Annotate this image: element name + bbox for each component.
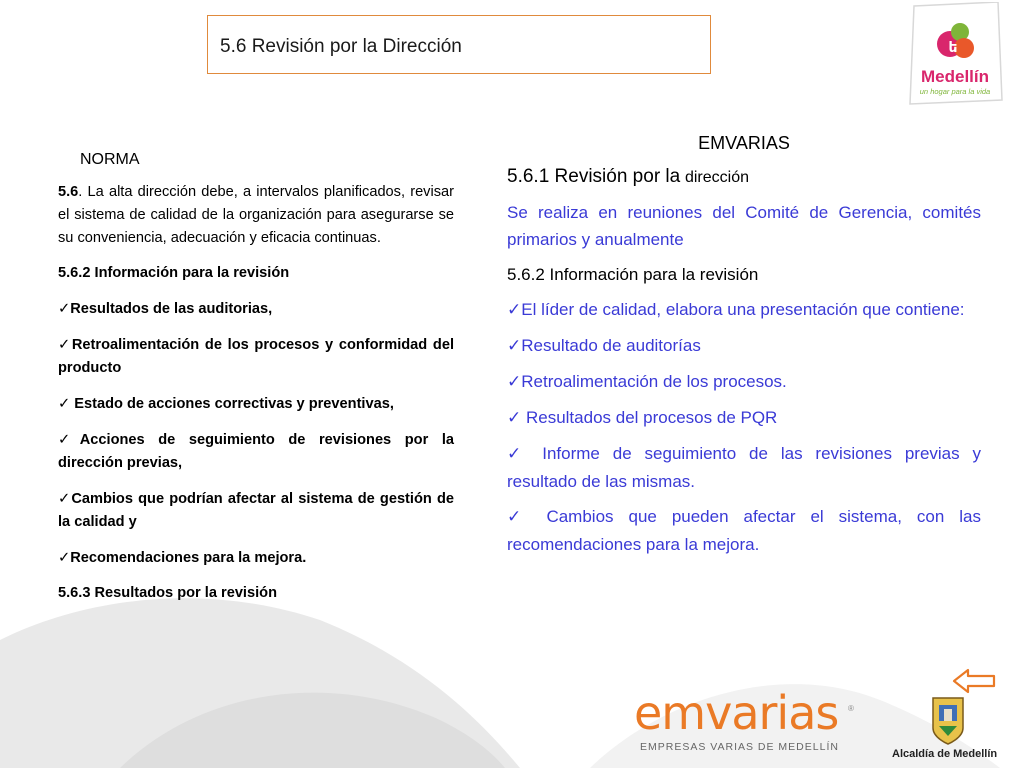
check-icon: ✓ xyxy=(507,300,522,320)
norma-column xyxy=(58,148,454,617)
check-icon: ✓ xyxy=(58,395,71,412)
emvarias-subheading: 5.6.2 Información para la revisión xyxy=(507,265,759,284)
emvarias-item: ✓ Informe de seguimiento de las revisiones previas y resultado de las mismas. xyxy=(507,444,981,491)
norma-item: ✓Retroalimentación de los procesos y conformidad del producto xyxy=(58,336,455,376)
emvarias-wordmark: emvarias xyxy=(634,686,839,740)
svg-text:ե: ե xyxy=(948,40,958,56)
norma-item: ✓Resultados de las auditorias, xyxy=(58,300,273,317)
registered-mark: ® xyxy=(848,704,854,713)
emvarias-section-number: 5.6.1 Revisión por la xyxy=(507,166,681,187)
emvarias-subtitle: EMPRESAS VARIAS DE MEDELLÍN xyxy=(640,741,839,753)
norma-header: NORMA xyxy=(80,151,140,168)
check-icon: ✓ xyxy=(58,490,72,507)
check-icon: ✓ xyxy=(58,336,72,353)
check-icon: ✓ xyxy=(507,507,532,527)
check-icon: ✓ xyxy=(58,431,80,448)
norma-intro-number: 5.6 xyxy=(58,184,79,200)
medellin-name: Medellín xyxy=(920,67,990,86)
slide-title: 5.6 Revisión por la Dirección xyxy=(220,36,462,57)
alcaldia-logo xyxy=(888,694,1018,766)
check-icon: ✓ xyxy=(507,372,522,392)
emvarias-description: Se realiza en reuniones del Comité de Gerencia, comités primarios y anualmente xyxy=(507,203,981,249)
emvarias-logo xyxy=(626,686,862,760)
alcaldia-label: Alcaldía de Medellín xyxy=(892,748,998,760)
emvarias-section-tail: dirección xyxy=(684,169,749,186)
emvarias-item: ✓Retroalimentación de los procesos. xyxy=(507,372,787,392)
emvarias-section-title xyxy=(507,163,981,191)
slide-title-box xyxy=(207,15,711,74)
emvarias-item: ✓ Resultados del procesos de PQR xyxy=(507,408,778,428)
norma-item: ✓ Estado de acciones correctivas y preventivas, xyxy=(58,395,394,412)
norma-subheading: 5.6.2 Información para la revisión xyxy=(58,265,290,281)
emvarias-item: ✓ Cambios que pueden afectar el sistema, con las recomendaciones para la mejora. xyxy=(507,507,981,554)
back-arrow-icon[interactable] xyxy=(952,668,996,694)
norma-intro-text: . La alta dirección debe, a intervalos planificados, revisar el sistema de calidad de la organización para asegurarse se su conveniencia, adecuación y eficacia continuas. xyxy=(58,184,454,246)
emvarias-header: EMVARIAS xyxy=(698,133,790,153)
norma-item: ✓Acciones de seguimiento de revisiones por la dirección previas, xyxy=(58,431,455,471)
medellin-tagline: un hogar para la vida xyxy=(919,87,991,96)
emvarias-item: ✓El líder de calidad, elabora una presentación que contiene: xyxy=(507,300,965,320)
check-icon: ✓ xyxy=(507,408,522,428)
norma-item: ✓Cambios que podrían afectar al sistema de gestión de la calidad y xyxy=(58,490,454,530)
norma-footer: 5.6.3 Resultados por la revisión xyxy=(58,585,277,601)
check-icon: ✓ xyxy=(507,444,530,464)
coat-of-arms-icon xyxy=(930,696,966,746)
medellin-logo xyxy=(906,2,1004,108)
check-icon: ✓ xyxy=(507,336,522,356)
check-icon: ✓ xyxy=(58,549,71,566)
norma-intro xyxy=(58,181,454,250)
check-icon: ✓ xyxy=(58,300,71,317)
norma-item: ✓Recomendaciones para la mejora. xyxy=(58,549,307,566)
emvarias-item: ✓Resultado de auditorías xyxy=(507,336,701,356)
emvarias-column xyxy=(507,130,981,566)
